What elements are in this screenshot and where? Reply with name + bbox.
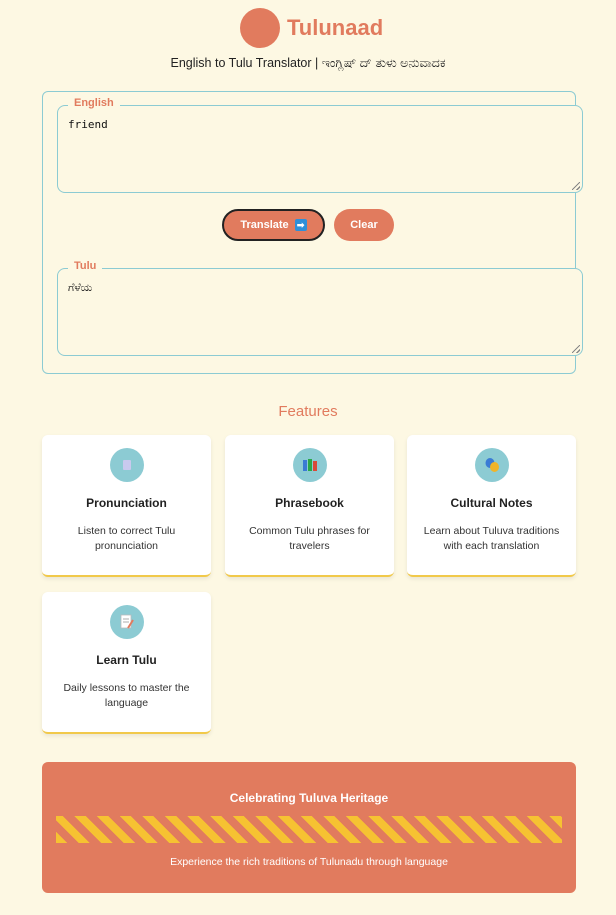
- app-title: Tulunaad: [287, 15, 384, 40]
- tulu-output[interactable]: [57, 260, 583, 356]
- app-subtitle: English to Tulu Translator | ಇಂಗ್ಲಿಷ್ ದ್ ತುಳು ಅನುವಾದಕ: [170, 56, 446, 70]
- features-heading: Features: [278, 403, 338, 420]
- speaker-icon: [110, 448, 144, 482]
- theater-masks-icon: [475, 448, 509, 482]
- memo-icon: [110, 605, 144, 639]
- feature-card-learn-tulu[interactable]: [42, 592, 211, 734]
- feature-card-cultural-notes[interactable]: [407, 435, 576, 577]
- feature-title: Pronunciation: [86, 496, 167, 510]
- feature-card-phrasebook[interactable]: [225, 435, 394, 577]
- feature-card-pronunciation[interactable]: [42, 435, 211, 577]
- feature-title: Cultural Notes: [450, 496, 533, 510]
- heritage-banner: [42, 762, 576, 893]
- english-label: English: [68, 97, 120, 109]
- feature-title: Learn Tulu: [96, 653, 157, 667]
- feature-description: Common Tulu phrases for travelers: [249, 525, 370, 552]
- arrow-right-icon: ➡: [295, 219, 307, 231]
- english-input[interactable]: [57, 97, 583, 193]
- feature-description: Daily lessons to master the language: [63, 682, 190, 709]
- tulu-output-value: ಗೆಳೆಯ: [68, 281, 93, 294]
- feature-description: Listen to correct Tulu pronunciation: [77, 525, 176, 552]
- header: [0, 0, 616, 80]
- clear-button[interactable]: [334, 209, 394, 241]
- books-icon: [293, 448, 327, 482]
- clear-button-label: Clear: [350, 219, 378, 231]
- heritage-description: Experience the rich traditions of Tulunadu through language: [170, 856, 448, 868]
- decorative-stripes: [56, 816, 562, 843]
- translate-button-label: Translate: [240, 219, 289, 231]
- logo-icon: [240, 8, 280, 48]
- tulu-label: Tulu: [68, 260, 102, 272]
- heritage-title: Celebrating Tuluva Heritage: [229, 791, 389, 805]
- english-resize-handle[interactable]: [572, 182, 580, 190]
- feature-description: Learn about Tuluva traditions with each translation: [423, 525, 560, 552]
- tulu-resize-handle[interactable]: [572, 345, 580, 353]
- translate-button[interactable]: [222, 209, 325, 241]
- english-input-value: friend: [68, 118, 108, 131]
- feature-title: Phrasebook: [275, 496, 344, 510]
